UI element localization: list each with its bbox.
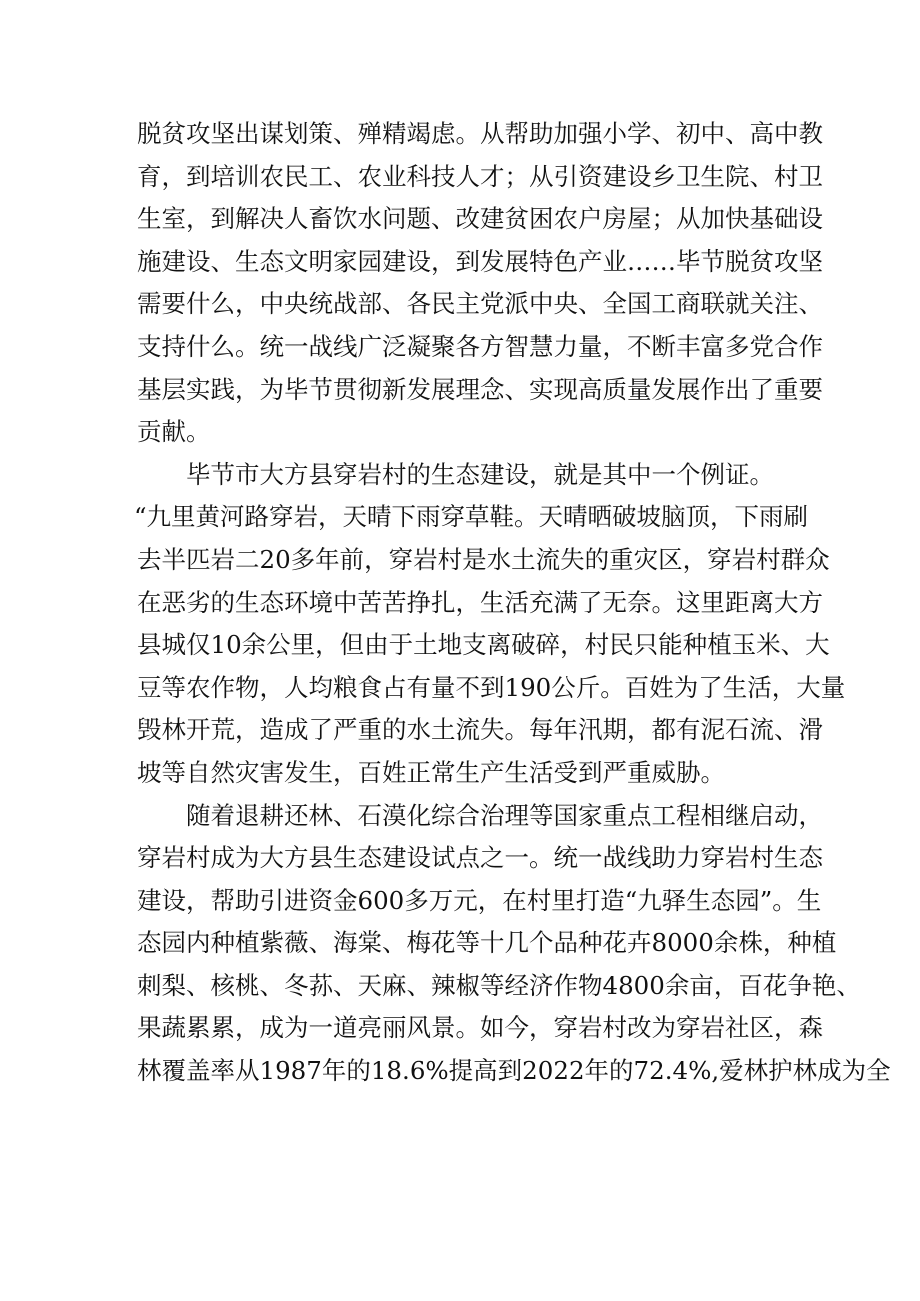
text-line: 果蔬累累，成为一道亮丽风景。如今，穿岩村改为穿岩社区，森 (137, 1013, 823, 1043)
text-line: 刺梨、核桃、冬荪、天麻、辣椒等经济作物4800余亩，百花争艳、 (137, 970, 861, 1000)
text-line: 育，到培训农民工、农业科技人才；从引资建设乡卫生院、村卫 (137, 161, 823, 191)
text-line: 基层实践，为毕节贯彻新发展理念、实现高质量发展作出了重要 (137, 374, 823, 404)
text-line: 建设，帮助引进资金600多万元，在村里打造“九驿生态园”。生 (137, 885, 822, 915)
text-line: 施建设、生态文明家园建设，到发展特色产业……毕节脱贫攻坚 (137, 246, 823, 276)
text-line: 生室，到解决人畜饮水问题、改建贫困农户房屋；从加快基础设 (137, 204, 823, 234)
text-line: 去半匹岩二20多年前，穿岩村是水土流失的重灾区，穿岩村群众 (137, 544, 830, 574)
text-line: 毁林开荒，造成了严重的水土流失。每年汛期，都有泥石流、滑 (137, 715, 823, 745)
text-line: 脱贫攻坚出谋划策、殚精竭虑。从帮助加强小学、初中、高中教 (137, 119, 823, 148)
paragraph-first-line: 毕节市大方县穿岩村的生态建设，就是其中一个例证。 (186, 459, 774, 489)
text-line: 坡等自然灾害发生，百姓正常生产生活受到严重威胁。 (137, 757, 725, 787)
text-line: 在恶劣的生态环境中苦苦挣扎，生活充满了无奈。这里距离大方 (137, 587, 823, 617)
text-line: 县城仅10余公里，但由于土地支离破碎，村民只能种植玉米、大 (137, 630, 830, 660)
text-line: 林覆盖率从1987年的18.6%提高到2022年的72.4%,爱林护林成为全 (137, 1056, 891, 1086)
text-line: 需要什么，中央统战部、各民主党派中央、全国工商联就关注、 (137, 289, 823, 319)
body-text (0, 113, 920, 1093)
text-line: 豆等农作物，人均粮食占有量不到190公斤。百姓为了生活，大量 (137, 672, 846, 702)
text-line: “九里黄河路穿岩，天晴下雨穿草鞋。天晴晒破坡脑顶，下雨刷 (134, 502, 809, 532)
paragraph-first-line: 随着退耕还林、石漠化综合治理等国家重点工程相继启动， (186, 800, 823, 830)
text-line: 穿岩村成为大方县生态建设试点之一。统一战线助力穿岩村生态 (137, 843, 823, 873)
text-line: 支持什么。统一战线广泛凝聚各方智慧力量，不断丰富多党合作 (137, 331, 823, 361)
text-line: 态园内种植紫薇、海棠、梅花等十几个品种花卉8000余株，种植 (137, 928, 837, 958)
text-line: 贡献。 (137, 417, 211, 447)
